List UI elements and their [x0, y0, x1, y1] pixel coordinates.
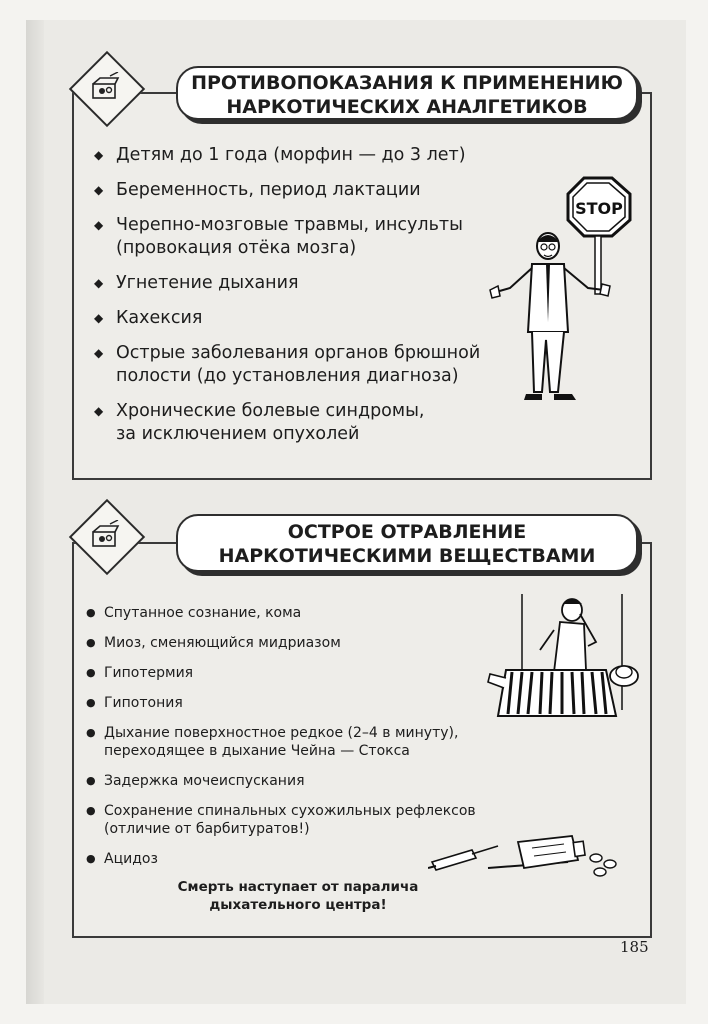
- list-item: ◆ Хронические болевые синдромы, за исключением опухолей: [92, 400, 492, 446]
- list-item: ◆ Кахексия: [92, 307, 492, 330]
- man-with-stop-sign-illustration: [484, 172, 644, 412]
- page-spine: [26, 20, 44, 1004]
- section2-title: ОСТРОЕ ОТРАВЛЕНИЕ НАРКОТИЧЕСКИМИ ВЕЩЕСТВАМИ: [176, 514, 638, 572]
- list-item: ◆ Детям до 1 года (морфин — до 3 лет): [92, 144, 492, 167]
- syringe-and-pills-illustration: [428, 828, 628, 888]
- list-item: ● Гипотония: [84, 694, 504, 712]
- pills-box-icon: [88, 520, 122, 550]
- list-item: ● Гипотермия: [84, 664, 504, 682]
- section1-badge: [70, 52, 140, 122]
- list-item: ◆ Угнетение дыхания: [92, 272, 492, 295]
- list-item: ◆ Беременность, период лактации: [92, 179, 492, 202]
- unconscious-person-illustration: [484, 590, 644, 740]
- list-item: ◆ Черепно-мозговые травмы, инсульты (провокация отёка мозга): [92, 214, 492, 260]
- death-warning: Смерть наступает от паралича дыхательного центра!: [177, 879, 419, 913]
- section1-title: ПРОТИВОПОКАЗАНИЯ К ПРИМЕНЕНИЮ НАРКОТИЧЕСКИХ АНАЛГЕТИКОВ: [176, 66, 638, 120]
- list-item: ◆ Острые заболевания органов брюшной полости (до установления диагноза): [92, 342, 492, 388]
- list-item: ● Миоз, сменяющийся мидриазом: [84, 634, 504, 652]
- section2-badge: [70, 500, 140, 570]
- list-item: ● Спутанное сознание, кома: [84, 604, 504, 622]
- list-item: ● Дыхание поверхностное редкое (2–4 в минуту), переходящее в дыхание Чейна — Стокса: [84, 724, 504, 760]
- list-item: ● Сохранение спинальных сухожильных рефлексов (отличие от барбитуратов!): [84, 802, 504, 838]
- stop-sign-text: STOP: [575, 199, 623, 218]
- page-number: 185: [620, 938, 649, 956]
- contraindications-list: [92, 144, 492, 458]
- pills-box-icon: [88, 72, 122, 102]
- list-item: ● Ацидоз: [84, 850, 504, 868]
- list-item: ● Задержка мочеиспускания: [84, 772, 504, 790]
